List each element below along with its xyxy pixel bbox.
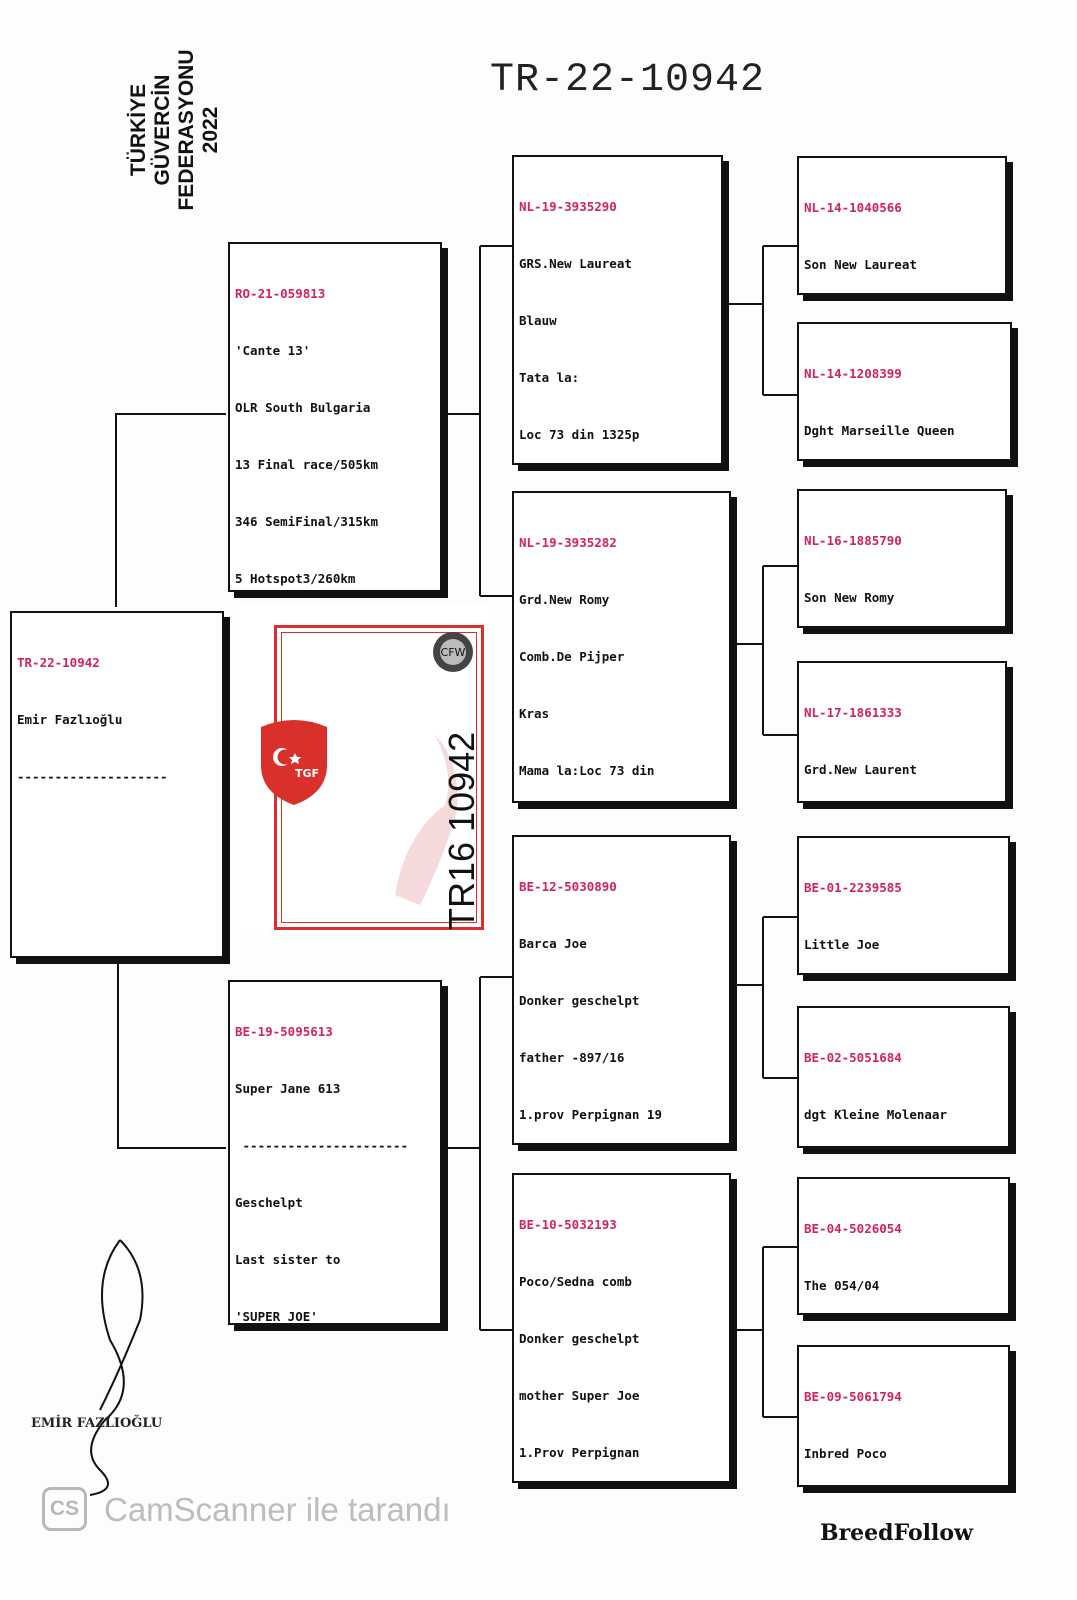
dam-dam-line: Donker geschelpt: [519, 1331, 640, 1346]
ggp-card: [797, 489, 1007, 628]
sire-dam-card: [512, 491, 731, 803]
tgf-emblem-text: TGF: [294, 767, 320, 780]
cfw-logo-icon: [428, 627, 478, 677]
ggp-line: Little Joe: [804, 937, 880, 952]
dam-dam-line: Poco/Sedna comb: [519, 1274, 632, 1289]
sire-sire-line: GRS.New Laureat: [519, 256, 632, 271]
dam-line: Super Jane 613: [235, 1081, 341, 1096]
sire-card: [228, 242, 442, 592]
sire-sire-line: Tata la:: [519, 370, 580, 385]
subject-line: --------------------: [17, 769, 168, 784]
sire-sire-line: Loc 73 din 1325p: [519, 427, 640, 442]
ggp-ring-id: BE-09-5061794: [804, 1389, 902, 1404]
stamp-org-line2: GÜVERCİN FEDERASYONU: [151, 49, 198, 211]
dam-sire-ring-id: BE-12-5030890: [519, 879, 617, 894]
subject-ring-id: TR-22-10942: [17, 655, 100, 670]
dam-ring-id: BE-19-5095613: [235, 1024, 333, 1039]
ggp-card: [797, 661, 1007, 803]
subject-card: [10, 611, 224, 958]
ggp-card: [797, 322, 1012, 461]
camscanner-text: CamScanner ile tarandı: [104, 1491, 451, 1528]
ggp-card: [797, 156, 1007, 295]
sire-dam-line: Mama la:Loc 73 din: [519, 763, 655, 778]
ggp-ring-id: BE-01-2239585: [804, 880, 902, 895]
sire-dam-line: Comb.De Pijper: [519, 649, 625, 664]
ggp-line: Grd.New Laurent: [804, 762, 917, 777]
dam-line: ----------------------: [235, 1138, 409, 1153]
ggp-card: [797, 1345, 1010, 1487]
dam-sire-line: 1.prov Perpignan 19: [519, 1107, 662, 1122]
dam-sire-line: father -897/16: [519, 1050, 625, 1065]
signature-scribble-icon: [60, 1220, 170, 1500]
ggp-line: dgt Kleine Molenaar: [804, 1107, 947, 1122]
stamp-org-line1: TÜRKİYE: [127, 83, 150, 177]
ggp-ring-id: BE-02-5051684: [804, 1050, 902, 1065]
stamp-text-block: [127, 0, 237, 260]
ggp-line: Inbred Poco: [804, 1446, 887, 1461]
sire-dam-line: Grd.New Romy: [519, 592, 610, 607]
dam-sire-line: Barca Joe: [519, 936, 587, 951]
ggp-ring-id: BE-04-5026054: [804, 1221, 902, 1236]
dam-card: [228, 980, 442, 1325]
breedfollow-brand: BreedFollow: [820, 1520, 973, 1546]
dam-sire-card: [512, 835, 731, 1145]
signature-name: EMİR FAZLIOĞLU: [31, 1416, 163, 1431]
ggp-line: Son New Laureat: [804, 257, 917, 272]
ggp-card: [797, 1177, 1010, 1315]
sire-line: 13 Final race/505km: [235, 457, 378, 472]
sire-dam-line: Kras: [519, 706, 550, 721]
sire-ring-id: RO-21-059813: [235, 286, 326, 301]
sire-sire-line: Blauw: [519, 313, 557, 328]
dam-dam-card: [512, 1173, 731, 1483]
dam-line: 'SUPER JOE': [235, 1309, 318, 1324]
sire-line: OLR South Bulgaria: [235, 400, 371, 415]
stamp-ring-number: TR16 10942: [441, 731, 482, 930]
dam-dam-ring-id: BE-10-5032193: [519, 1217, 617, 1232]
stamp-year: 2022: [199, 106, 222, 154]
sire-dam-ring-id: NL-19-3935282: [519, 535, 617, 550]
sire-line: 'Cante 13': [235, 343, 311, 358]
tgf-shield-emblem-icon: [255, 715, 333, 807]
sire-line: 5 Hotspot3/260km: [235, 571, 356, 586]
camscanner-icon: CS: [42, 1487, 87, 1531]
ggp-card: [797, 1006, 1010, 1148]
cfw-logo-text: CFW: [440, 646, 466, 659]
pedigree-title: TR-22-10942: [490, 58, 766, 103]
ggp-card: [797, 836, 1010, 975]
sire-sire-card: [512, 155, 723, 465]
dam-dam-line: mother Super Joe: [519, 1388, 640, 1403]
ggp-line: Son New Romy: [804, 590, 895, 605]
ggp-line: Dght Marseille Queen: [804, 423, 955, 438]
ggp-ring-id: NL-17-1861333: [804, 705, 902, 720]
dam-sire-line: Donker geschelpt: [519, 993, 640, 1008]
ggp-line: The 054/04: [804, 1278, 880, 1293]
dam-line: Geschelpt: [235, 1195, 303, 1210]
sire-line: 346 SemiFinal/315km: [235, 514, 378, 529]
ggp-ring-id: NL-16-1885790: [804, 533, 902, 548]
ggp-ring-id: NL-14-1040566: [804, 200, 902, 215]
ggp-ring-id: NL-14-1208399: [804, 366, 902, 381]
sire-sire-ring-id: NL-19-3935290: [519, 199, 617, 214]
dam-dam-line: 1.Prov Perpignan: [519, 1445, 640, 1460]
dam-line: Last sister to: [235, 1252, 341, 1267]
subject-line: Emir Fazlıoğlu: [17, 712, 123, 727]
